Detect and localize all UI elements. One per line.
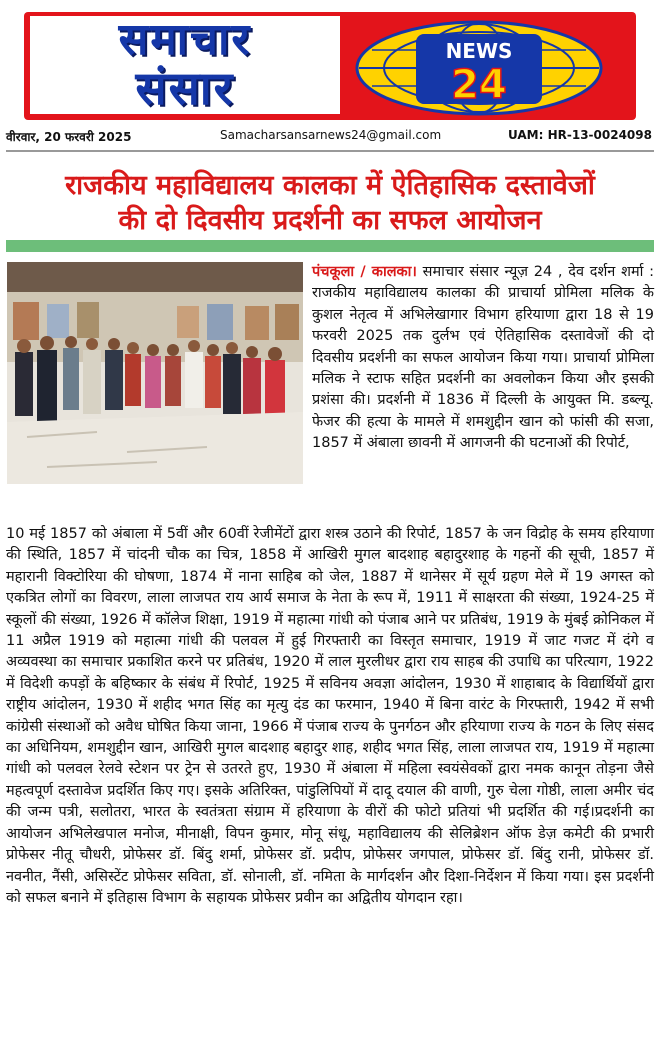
article-body-rest: 10 मई 1857 को अंबाला में 5वीं और 60वीं रेजीमेंटों द्वारा शस्त्र उठाने की रिपोर्ट, 1857 के जन विद्रोह के समय हरियाणा की स्थिति, 1857 में चांदनी चौक का चित्र, 1858 में आखिरी मुगल बादशाह बहादुरशाह के गहनों की सूची, 1857 में महारानी विक्टोरिया की घोषणा, 1874 में नाना साहिब को जेल, 1887 में थानेसर में सूर्य ग्रहण मेले में 19 अगस्त को एकत्रित लोगों का विवरण, लाला लाजपत राय आर्य समाज के नेता के रूप में, 1911 में साक्षरता की संख्या, 1924-25 में स्कूलों की संख्या, 1926 में कॉलेज शिक्षा, 1919 में महात्मा गांधी को पंजाब आने पर प्रतिबंध, 1919 के मुंबई क्रोनिकल में 11 अप्रैल 1919 को महात्मा गांधी की पलवल में हुई गिरफ्तारी का विस्तृत समाचार, 1919 में जाट गजट में दंगे व अव्यवस्था का समाचार प्रकाशित करने पर प्रतिबंध, 1920 में लाल मुरलीधर द्वारा राय साहब की उपाधि का परित्याग, 1922 में विदेशी कपड़ों के बहिष्कार के संबंध में रिपोर्ट, 1925 में सविनय अवज्ञा आंदोलन, 1930 में शाहाबाद के विद्यार्थियों द्वारा राष्ट्रीय आंदोलन, 1930 में शहीद भगत सिंह का मृत्यु दंड का फरमान, 1940 में बिना वारंट के गिरफ्तारी, 1942 में सभी कांग्रेसी संस्थाओं को अवैध घोषित किया जाना, 1966 में पंजाब राज्य के पुनर्गठन और हरियाणा राज्य के गठन के लिए संसद का अधिनियम, शमशुद्दीन खान, आखिरी मुगल बादशाह बहादुर शाह, शहीद भगत सिंह, लाला लाजपत राय, 1919 में महात्मा गांधी को पलवल रेलवे स्टेशन पर ट्रेन से उतरते हुए, 1930 में अंबाला में महिला स्वयंसेवकों द्वारा नमक कानून तोड़ना जैसे महत्वपूर्ण दस्तावेज प्रदर्शित किए गए। इसके अतिरिक्त, पांडुलिपियों में दादू दयाल की वाणी, गुरु चेला गोष्ठी, लाला अमीर चंद की जन्म पत्री, सलोतरा, भारत के स्वतंत्रता संग्राम में हरियाणा के वीरों की फोटो प्रतियां भी प्रदर्शित की गई।प्रदर्शनी का आयोजन अभिलेखपाल मनोज, मीनाक्षी, विपन कुमार, मोनू संधू, महाविद्यालय की सेलिब्रेशन ऑफ डेज़ कमेटी की प्रभारी प्रोफेसर नीतू चौधरी, प्रोफेसर डॉ. बिंदु शर्मा, प्रोफेसर डॉ. प्रदीप, प्रोफेसर जगपाल, प्रोफेसर डॉ. बिंदु रानी, प्रोफेसर डॉ. नवनीत, नैंसी, असिस्टेंट प्रोफेसर सविता, डॉ. सोनाली, डॉ. नमिता के मार्गदर्शन और दिशा-निर्देशन में किया गया। इस प्रदर्शनी को सफल बनाने में इतिहास विभाग के सहायक प्रोफेसर प्रवीन का अद्वितीय योगदान रहा। [6,526,654,906]
article-headline [6,168,654,238]
article-dateline: पंचकूला / कालका। [312,264,417,280]
article-text-top: समाचार संसार न्यूज़ 24 , देव दर्शन शर्मा : राजकीय महाविद्यालय कालका की प्राचार्या प्रोमिला मलिक के कुशल नेतृत्व में अभिलेखागार विभाग हरियाणा द्वारा 18 से 19 फरवरी 2025 तक दुर्लभ एवं ऐतिहासिक दस्तावेजों की दो दिवसीय प्रदर्शनी का सफल आयोजन किया गया। प्राचार्या प्रोमिला मलिक ने स्टाफ सहित प्रदर्शनी का अवलोकन किया और इसकी प्रशंसा की। प्रदर्शनी में 1836 में दिल्ली के आयुक्त मि. डब्ल्यू. फेजर की हत्या के मामले में शमशुद्दीन खान को फांसी की सजा, 1857 में अंबाला छावनी में आगजनी की घटनाओं की रिपोर्ट, [312,264,654,452]
logo-news-text: NEWS [445,39,513,63]
info-bar [0,124,660,148]
uam-number: UAM: HR-13-0024098 [508,128,652,142]
article-body-top [312,262,654,455]
masthead [0,0,660,124]
issue-date: वीरवार, 20 फरवरी 2025 [6,130,132,144]
headline-line1: राजकीय महाविद्यालय कालका में ऐतिहासिक दस्तावेजों [65,170,595,201]
news24-globe-logo [354,20,604,116]
headline-underline-bar [6,240,654,252]
brand-line2: संसार [135,61,235,115]
group-photo-icon [7,262,303,484]
brand-line1: समाचार [118,14,252,65]
logo-number-text: 24 [451,62,507,108]
divider [6,150,654,152]
headline-line2: की दो दिवसीय प्रदर्शनी का सफल आयोजन [118,205,542,236]
brand-logo [30,16,340,114]
contact-email[interactable]: Samacharsansarnews24@gmail.com [220,128,442,142]
